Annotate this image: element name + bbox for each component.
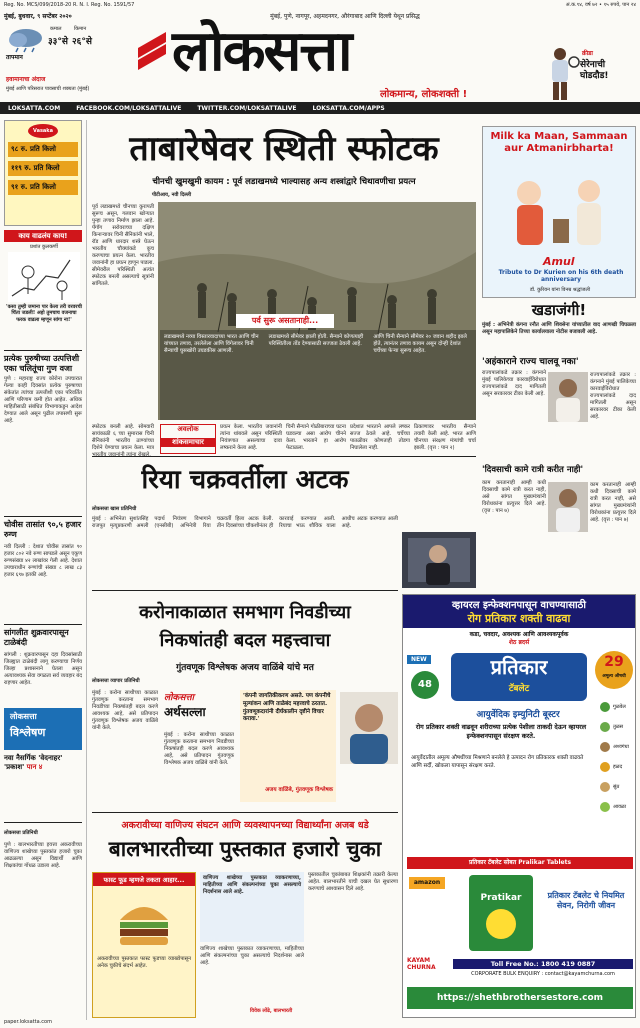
ad-line-1: रोग प्रतिकार शक्ती वाढवून शरीराच्या प्रत्येक पेशीला ताकदी देऊन व्हायरल इन्फेक्शनपासून संरक्षण करते.: [415, 723, 587, 740]
sports-promo[interactable]: [536, 24, 636, 104]
textbook-body-2: पुस्तकातील चुकांबाबत शिक्षकांनी तक्रारी केल्या आहेत. बालभारतीने याची दखल घेत सुधारणा करण्याचे आश्वासन दिले आहे.: [308, 872, 398, 893]
editions-line: मुंबई, पुणे, नागपूर, अहमदनगर, औरंगाबाद आणि दिल्ली येथून प्रसिद्ध: [270, 13, 420, 20]
tagline: लोकमान्य, लोकशक्ती !: [380, 89, 468, 100]
invest-headline-2[interactable]: निकषांतही बदल महत्त्वाचा: [159, 630, 331, 651]
burger-icon: [114, 892, 174, 952]
ad-brand-small: शेठ ब्रदर्स: [508, 639, 530, 646]
right-quote-2[interactable]: 'दिवसाची कामे रात्री करीत नाही': [482, 465, 584, 475]
max-temp: ३३°से: [48, 37, 68, 47]
issue-info: अं.क.९४, वर्ष ७२ • १५ रुपये, पान २४: [565, 2, 636, 8]
politician-photo-icon: [548, 372, 588, 422]
link-website[interactable]: LOKSATTA.COM: [8, 104, 61, 112]
section-sub: शांकसमाचार: [161, 438, 215, 447]
fastfood-box-text: अकरावीच्या पुस्तकात फास्ट फूडच्या व्याख्येपासून अनेक चुकीचे संदर्भ आहेत.: [97, 956, 191, 970]
lead-subhead: चीनची खुमखुमी कायम : पूर्व लडाखमध्ये भाल्यासह अन्य शस्त्रांद्वारे चिथावणीचा प्रयत्न: [152, 177, 416, 187]
herb-item: अश्वगंधा: [599, 741, 633, 753]
vasaka-logo: Vasaka: [28, 124, 58, 138]
footer-left: paper.loksatta.com: [4, 1019, 52, 1025]
divider: [4, 624, 82, 625]
ad-sub: कडा, चवदार, अवश्यक आणि आवश्यकपूर्वक: [469, 631, 569, 638]
textbook-quote-box: [200, 872, 304, 942]
story3-body: सांगली : शुक्रवारपासून दहा दिवसांसाठी जिल्ह्यात टाळेबंदी लागू करण्याचा निर्णय जिल्हा प्रशासनाने घेतला असून अत्यावश्यक सेवा वगळता सर्व व्यवहार बंद राहणार आहेत.: [4, 652, 82, 687]
rhea-body: मुंबई : अभिनेता सुशांतसिंह राजपूत मृत्यूप्रकरणी अमली पदार्थ नियंत्रण विभागाने (एनसीबी) अभिनेत्री रिया चक्रवर्ती हिला अटक केली. तीन दिवसांच्या चौकशीनंतर ही कारवाई करण्यात आली. रियाचा भाऊ शौविक याला आधीच अटक करण्यात आली आहे.: [92, 516, 398, 530]
bottom-credit: लोकसत्ता प्रतिनिधी: [4, 830, 38, 836]
cartoon-title: काय वाढलंय काय!: [4, 230, 82, 242]
max-temp-label: कमाल: [50, 26, 62, 32]
story3-title[interactable]: सांगलीत शुक्रवारपासून टाळेबंदी: [4, 628, 69, 647]
masthead-logo: लोकसत्ता: [172, 18, 351, 84]
product-sub: टॅबलेट: [508, 684, 530, 694]
turmeric-icon: [599, 761, 611, 773]
ad-line-2: आयुर्वेदातील अमूल्य औषधींच्या मिश्रणाने बनलेले हे उत्पादन रोग प्रतिकारक शक्ती वाढवते आणि सर्दी, खोकला यापासून संरक्षण करते.: [411, 755, 584, 769]
amul-illustration-icon: [497, 173, 623, 253]
links-bar: [0, 102, 640, 114]
story1-title[interactable]: प्रत्येक पुरुषीच्या उत्पत्तिशी एका चलितूंचा गुण वजा: [4, 354, 80, 373]
section-label-box: [160, 424, 216, 454]
pratikar-ad[interactable]: [402, 594, 636, 1018]
booster-text: आयुर्वेदिक इम्युनिटी बूस्टर: [476, 710, 560, 720]
forecast-note: मुंबई आणि परिसरात पावसाची शक्यता (मुंबई): [6, 86, 90, 92]
link-twitter[interactable]: TWITTER.COM/LOKSATTALIVE: [197, 104, 297, 112]
invest-quote: 'कंपनी जागतिकीकरण असते. पण कंपनीचे मूल्यांकन आणि ताळेबंद महत्त्वाचे ठरतात. गुंतवणूकदारांनी दीर्घकालीन दृष्टीने विचार करावा.': [243, 693, 331, 723]
herb-item: तुळस: [599, 721, 633, 733]
textbook-body-1: वाणिज्य शाखेच्या पुस्तकात व्याकरणाच्या, माहितीच्या आणि संकल्पनांच्या चुका असल्याचे निदर्शनास आले आहे.: [203, 875, 301, 896]
rhea-credit: लोकसत्ता खास प्रतिनिधी: [92, 506, 137, 512]
promo-text: सेरेनाची घोडदौड!: [580, 60, 609, 81]
registration-number: Reg. No. MCS/099/2018-20 R. N. I. Reg. No. 1591/57: [4, 2, 135, 8]
badge-29: 29: [604, 654, 624, 670]
arthsalla-logo: लोकसत्ता: [164, 693, 194, 703]
textbook-kicker: अकरावीच्या वाणिज्य संघटन आणि व्यवस्थापनच्या विद्यार्थ्यांना अजब धडे: [121, 820, 369, 831]
invest-quote-box: [240, 690, 336, 802]
right-title[interactable]: खडाजंगी!: [531, 301, 587, 319]
tennis-player-icon: [540, 46, 580, 102]
temperature-label: तापमान: [6, 54, 23, 61]
textbook-headline[interactable]: बालभारतीच्या पुस्तकात हजारो चुका: [108, 837, 382, 861]
amul-brand: Amul: [543, 255, 575, 268]
badge-48: 48: [411, 671, 439, 699]
badge-29-circle: [595, 651, 633, 689]
ad-site[interactable]: https://shethbrothersestore.com: [407, 987, 633, 1009]
ad-strip: प्रतिकार टॅबलेट सोबत Pralikar Tablets: [407, 857, 633, 869]
amla-icon: [599, 801, 611, 813]
leaf-icon: [599, 701, 611, 713]
price-line-3: ९१ रु. प्रति किलो: [8, 180, 78, 195]
price-ad: [4, 120, 82, 226]
cartoon-author: प्रशांत कुलकर्णी: [30, 244, 58, 250]
product-name: प्रतिकार: [490, 655, 548, 679]
dateline: मुंबई, बुधवार, ९ सप्टेंबर २०२०: [4, 13, 72, 20]
badge-new: NEW: [407, 655, 431, 664]
cartoon-illustration-icon: [8, 252, 80, 302]
ad-toll[interactable]: Toll Free No.: 1800 419 0887: [453, 959, 633, 969]
divider: [4, 350, 82, 351]
product-logo-box: [451, 653, 587, 701]
amul-title: Milk ka Maan, Sammaan aur Atmanirbharta!: [490, 131, 628, 154]
herb-item: गुळवेल: [599, 701, 633, 713]
ad-top-1: व्हायरल इन्फेक्शनपासून वाचण्यासाठी: [403, 595, 635, 611]
analysis-title-text: नवा नैसर्गिक 'वेदनाहर' 'प्रकाश': [4, 754, 63, 771]
link-apps[interactable]: LOKSATTA.COM/APPS: [312, 104, 385, 112]
story2-body: नवी दिल्ली : देशात चोवीस तासांत ९० हजार ८०२ नवे रुग्ण सापडले असून एकूण रुग्णसंख्या ४२ लाखांवर गेली आहे. देशात उपचाराधीन रुग्णांची संख्या ८ लाख ८३ हजार ६९७ इतकी आहे.: [4, 544, 82, 579]
section-label: अवलोक: [177, 425, 199, 433]
product-pack: [469, 875, 533, 951]
herb-list: [599, 701, 633, 821]
lead-body-col4: चिनी सैन्याने गोळीबाराच्या घटना घडवल्या असा आरोप चीनने केला. भारताने हा आरोप फेटाळला.: [286, 424, 346, 452]
forecast-label: हवामानाचा अंदाज: [6, 76, 46, 83]
amul-subtitle: Tribute to Dr Kurien on his 6th death anniversary: [498, 269, 624, 283]
analysis-logo: लोकसत्ता: [10, 712, 37, 721]
root-icon: [599, 741, 611, 753]
right-quote-2-body: काम करतानाही आम्ही कधी दिवसाची कामे रात्री करत नाही, असे सांगत मुख्यमंत्र्यांनी विरोधकांना प्रत्युत्तर दिले आहे. (वृत्त : पान ७): [482, 480, 546, 515]
analysis-title[interactable]: [4, 754, 82, 772]
cartoon-caption: 'कसा तुम्ही जमाना पार केला तरी वरवरची चिंता जडली! अहो तुमचाच वजनाचा फरक वाढला म्हणून सांगा ना!': [6, 304, 82, 323]
lead-body-col6: ठिकाणावर भारतीय सैन्याने तयारी केली आहे. भारत आणि चीनच्या संरक्षण मंत्र्यांची चर्चा झाली. (वृत्त : पान २): [414, 424, 476, 452]
photo-caption: पर्व सुरू असतानाही...: [236, 314, 334, 328]
weather-box: [4, 24, 92, 114]
cm-photo-icon: [548, 482, 588, 532]
cloud-rain-icon: [6, 26, 46, 52]
lead-headline[interactable]: ताबारेषेवर स्थिती स्फोटक: [129, 129, 439, 169]
right-quote-2-cont: काम करतानाही आम्ही कधी दिवसाची कामे रात्री करत नाही, असे सांगत मुख्यमंत्र्यांनी विरोधकांना प्रत्युत्तर दिले आहे. (वृत्त : पान ७): [590, 482, 636, 524]
promo-label: क्रीडा: [582, 50, 593, 57]
rhea-headline[interactable]: रिया चक्रवर्तीला अटक: [141, 465, 349, 495]
lead-body-col3: प्रयत्न केला. भारतीय जवानांनी त्यांना थांबवले असून परिस्थिती नियंत्रणात असल्याचा दावा लष्कराने केला आहे.: [220, 424, 282, 452]
analyst-photo-icon: [340, 692, 398, 764]
price-line-1: ९८ रु. प्रति किलो: [8, 142, 78, 157]
price-line-2: ११९ रु. प्रति किलो: [8, 161, 78, 176]
divider: [4, 516, 82, 517]
invest-body-col1: मुंबई : करोना साथीच्या काळात गुंतवणूक करताना समभाग निवडीच्या निकषांतही बदल करणे आवश्यक आहे, असे प्रतिपादन गुंतवणूक विश्लेषक अजय वाळिंबे यांनी केले.: [92, 690, 158, 732]
story1-body: पुणे : महाराष्ट्र राज्य कोरोना उपचारात गेल्या काही दिवसांत प्रत्येक पुरुषाच्या संकेतांत त्यांच्या उत्पत्तीशी एका परिवर्तित आणि परिणाम कमी होत आहेत. अधिक माहितीसाठी संबंधित विभागाकडून आदेश देण्यात आले असून पुढील तपासणी सुरू आहे.: [4, 376, 82, 425]
bottom-body: पुणे : बालभारतीच्या इयत्ता अकरावीच्या वाणिज्य शाखेच्या पुस्तकांत हजारो चुका आढळल्या असून विद्यार्थी आणि शिक्षकांचा गोंधळ उडाला आहे.: [4, 842, 82, 870]
link-facebook[interactable]: FACEBOOK.COM/LOKSATTALIVE: [76, 104, 182, 112]
analysis-logo-sub: विश्लेषण: [10, 726, 46, 739]
ad-cta: प्रतिकार टॅबलेट चे नियमित सेवन, निरोगी जीवन: [547, 891, 625, 911]
analysis-page: पान ४: [26, 762, 43, 771]
rhea-photo-icon: [402, 532, 476, 588]
textbook-byline: विवेक लोंढे, बालभारती: [250, 1008, 293, 1014]
lead-body-col5: प्रदेशात भारताने आपले लष्कर सज्ज ठेवले आहे. चर्चेच्या पातळीवर कोणताही तोडगा निघालेला नाही.: [350, 424, 410, 452]
arthsalla-logo-sub: अर्थसल्ला: [164, 705, 206, 719]
pack-seal-icon: [486, 909, 516, 939]
invest-credit: लोकसत्ता व्यापार प्रतिनिधी: [92, 678, 140, 684]
amazon-badge[interactable]: amazon: [409, 877, 445, 889]
caption-quote-1: लडाखमध्ये नव्या विस्तारवादाच्या भारत आणि चीन यांच्यात तणाव, तरलेलेला आणि विंगेलावर चिनी सैन्याची घुसखोरी उघडकीस आणली.: [164, 334, 259, 355]
textbook-body-1-cont: वाणिज्य शाखेच्या पुस्तकात व्याकरणाच्या, माहितीच्या आणि संकल्पनांच्या चुका असल्याचे निदर्शनास आले आहे.: [200, 946, 304, 967]
lead-body-col1: पूर्व लडाखमध्ये चीनच्या कुरापती सुरूच असून, गलवान खोऱ्यात पुन्हा तणाव निर्माण झाला आहे. पँगाँग सरोवराच्या दक्षिण किनाऱ्यावर चिनी सैनिकांनी भाले, रॉड आणि धारदार शस्त्रे घेऊन भारतीय चौक्यांकडे कूच करण्याचा प्रयत्न केला. भारतीय जवानांनी हा प्रयत्न हाणून पाडला. सीमेवरील परिस्थिती अत्यंत स्फोटक बनली असल्याचे सूत्रांनी सांगितले.: [92, 204, 154, 288]
loksatta-flame-icon: [132, 28, 172, 72]
invest-body-col2: मुंबई : करोना साथीच्या काळात गुंतवणूक करताना समभाग निवडीच्या निकषांतही बदल करणे आवश्यक आहे, असे प्रतिपादन गुंतवणूक विश्लेषक अजय वाळिंबे यांनी केले.: [164, 732, 234, 767]
divider: [92, 590, 398, 591]
badge-29-sub: अमूल्य औषधी: [602, 674, 626, 679]
ad-bulk: CORPORATE BULK ENQUIRY : contact@kayamchurna.com: [471, 971, 615, 977]
right-quote-1[interactable]: 'अहंकाराने राज्य चालवू नका': [482, 357, 579, 367]
lead-byline: पीटीआय, नवी दिल्ली: [152, 192, 192, 198]
invest-headline-1[interactable]: करोनाकाळात समभाग निवडीच्या: [139, 602, 351, 623]
arthsalla-logo-box: [164, 690, 234, 730]
herb-item: हळद: [599, 761, 633, 773]
right-quote-1-cont: राज्यपालांकडे तक्रार : कंगनाने मुंबई पालिकेच्या कारवाईविरोधात राज्यपालांकडे दाद मागितली असून सरकारवर टीका केली आहे.: [590, 372, 636, 421]
ad-top-2: रोग प्रतिकार शक्ती वाढवा: [403, 611, 635, 628]
divider: [4, 822, 82, 823]
story2-title[interactable]: चोवीस तासांत ९०,५ हजार रुग्ण: [4, 520, 82, 539]
invest-sub: गुंतवणूक विश्लेषक अजय वाळिंबे यांचे मत: [176, 663, 314, 673]
min-temp-label: किमान: [74, 26, 87, 32]
herb-item: आवळा: [599, 801, 633, 813]
lead-body-col2: स्फोटक बनली आहे. सोमवारी सायंकाळी ६ च्या सुमारास चिनी सैनिकांनी भारतीय ठाण्यांच्या दिशेने येण्याचा प्रयत्न केला. मात्र: [92, 424, 154, 452]
leaf-icon: [599, 721, 611, 733]
kayam-logo: KAYAM CHURNA: [407, 957, 436, 971]
pack-name: Pratikar: [480, 893, 522, 903]
fastfood-box: [92, 872, 196, 1018]
divider: [92, 456, 476, 457]
divider: [92, 812, 398, 813]
caption-quote-3: आणि चिनी सैन्याने सीमेवर २० जवान शहीद झाले होते, त्यानंतर तणाव कायम असून दोन्ही देशांत चर्चेच्या फेऱ्या सुरूच आहेत.: [373, 334, 467, 355]
caption-quote-2: लडाखमध्ये सीमेवर झाली होती. सैन्याने कोणत्याही परिस्थितीला तोंड देण्यासाठी सज्जता ठेवली आहे.: [268, 334, 364, 348]
herb-item: सुंठ: [599, 781, 633, 793]
invest-quote-by: अजय वाळिंबे, गुंतवणूक विश्लेषक: [265, 787, 333, 793]
amul-ad[interactable]: [482, 126, 636, 298]
right-quote-1-body: राज्यपालांकडे तक्रार : कंगनाने मुंबई पालिकेच्या कारवाईविरोधात राज्यपालांकडे दाद मागितली असून सरकारवर टीका केली आहे.: [482, 370, 546, 398]
photo-caption-box: [160, 330, 476, 420]
amul-credit: डॉ. कुरियन यांना विनम्र श्रद्धांजली: [529, 287, 591, 293]
fastfood-box-title: फास्ट फूड म्हणजे तकता आहार...: [93, 873, 195, 886]
column-divider: [86, 120, 87, 1020]
min-temp: २६°से: [72, 37, 92, 47]
right-intro: मुंबई : अभिनेत्री कंगना रनौत आणि शिवसेना यांच्यातील वाद आणखी चिघळला असून महापालिकेने तिच्या कार्यालयाला नोटीस बजावली आहे.: [482, 322, 636, 336]
ginger-icon: [599, 781, 611, 793]
analysis-logo-box: [4, 708, 82, 750]
